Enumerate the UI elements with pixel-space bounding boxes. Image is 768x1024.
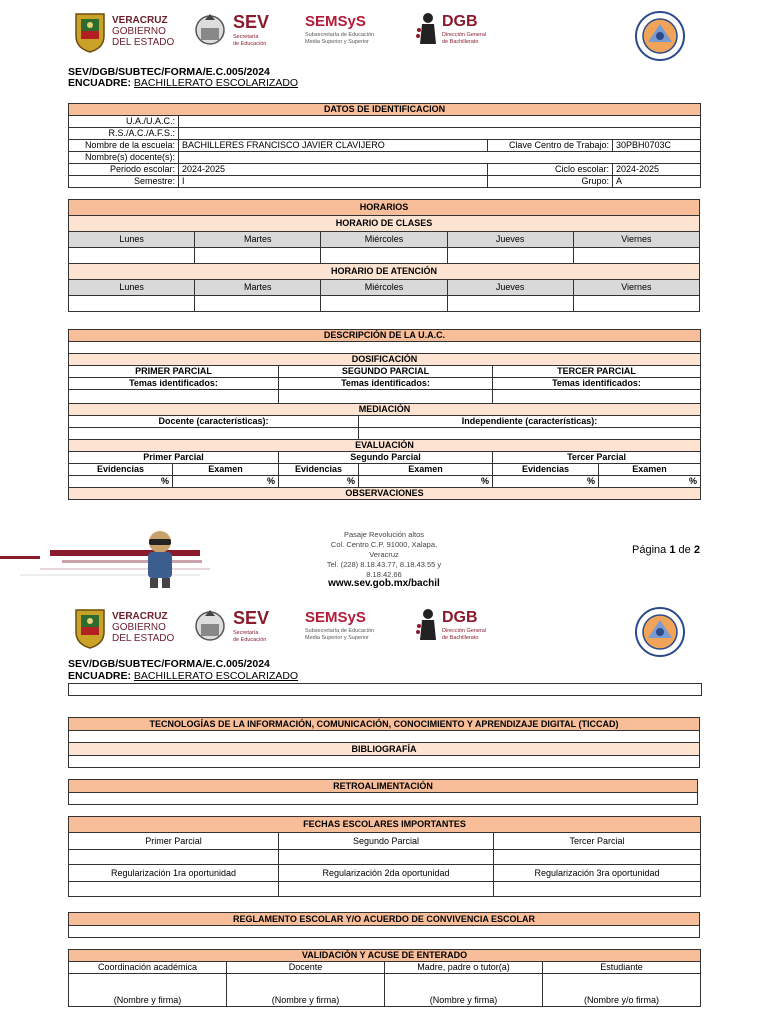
regularizacion-cell[interactable] [69,882,279,897]
atencion-cell[interactable] [195,296,321,312]
docente-caracteristicas: Docente (características): [69,416,359,428]
horarios-title: HORARIOS [69,200,700,216]
sev-name: SEV [233,12,270,32]
semsys-logo [305,606,405,656]
temas-primer: Temas identificados: [69,378,279,390]
temas-tercer-value[interactable] [493,390,701,404]
atencion-day-lunes: Lunes [69,280,195,296]
pct-cell[interactable]: % [359,476,493,488]
atencion-cell[interactable] [447,296,573,312]
semestre-value[interactable]: I [179,176,488,188]
evidencias-label: Evidencias [69,464,173,476]
ticcad-value[interactable] [69,731,700,743]
rs-value[interactable] [179,128,701,140]
clases-cell[interactable] [447,248,573,264]
atencion-cell[interactable] [321,296,447,312]
primer-parcial-header: PRIMER PARCIAL [69,366,279,378]
evidencias-label: Evidencias [493,464,599,476]
page-footer [0,528,768,598]
examen-label: Examen [359,464,493,476]
semsys-logo [305,10,405,60]
semsys-sub: Subsecretaría de Educación Media Superior y Superior [305,32,375,45]
horarios-table [68,199,700,312]
reglamento-title: REGLAMENTO ESCOLAR Y/O ACUERDO DE CONVIVENCIA ESCOLAR [69,913,700,926]
ticcad-table [68,717,700,768]
page-number: Página 1 de 2 [632,544,700,556]
encuadre: ENCUADRE: BACHILLERATO ESCOLARIZADO [68,77,299,89]
atencion-day-jueves: Jueves [447,280,573,296]
dgb-sub: Dirección General de Bachillerato [442,32,487,45]
firma-estudiante[interactable]: (Nombre y/o firma) [543,974,701,1007]
periodo-value[interactable]: 2024-2025 [179,164,488,176]
retro-title: RETROALIMENTACIÓN [69,780,698,793]
validacion-title: VALIDACIÓN Y ACUSE DE ENTERADO [69,950,701,962]
clases-day-jueves: Jueves [447,232,573,248]
sev-logo [193,10,293,60]
veracruz-shield-icon [72,10,108,54]
clases-day-viernes: Viernes [573,232,699,248]
decorative-stripes-icon [0,538,240,588]
semsys-sub: Subsecretaría de Educación Media Superior y Superior [305,628,375,641]
dosificacion-title: DOSIFICACIÓN [69,354,701,366]
examen-label: Examen [599,464,701,476]
regularizacion-1: Regularización 1ra oportunidad [69,865,279,882]
veracruz-line2: GOBIERNO [112,622,166,633]
reglamento-value[interactable] [69,926,700,938]
clases-day-martes: Martes [195,232,321,248]
mediacion-title: MEDIACIÓN [69,404,701,416]
veracruz-logo [72,606,182,656]
firmante-estudiante: Estudiante [543,962,701,974]
veracruz-line1: VERACRUZ [112,611,168,622]
clave-value[interactable]: 30PBH0703C [613,140,701,152]
fecha-primer-parcial: Primer Parcial [69,833,279,850]
clases-cell[interactable] [195,248,321,264]
temas-primer-value[interactable] [69,390,279,404]
veracruz-line1: VERACRUZ [112,15,168,26]
dgb-figure-icon [414,606,440,646]
reglamento-table [68,912,700,938]
regularizacion-cell[interactable] [494,882,701,897]
fecha-cell[interactable] [494,850,701,865]
escuela-value[interactable]: BACHILLERES FRANCISCO JAVIER CLAVIJERO [179,140,488,152]
dgb-sub: Dirección General de Bachillerato [442,628,487,641]
encuadre: ENCUADRE: BACHILLERATO ESCOLARIZADO [68,670,299,682]
atencion-day-martes: Martes [195,280,321,296]
escuela-label: Nombre de la escuela: [69,140,179,152]
veracruz-line3: DEL ESTADO [112,37,175,48]
eval-segundo-header: Segundo Parcial [279,452,493,464]
periodo-label: Periodo escolar: [69,164,179,176]
docentes-value[interactable] [179,152,701,164]
form-code: SEV/DGB/SUBTEC/FORMA/E.C.005/2024 [68,66,270,78]
dgb-figure-icon [414,10,440,50]
examen-label: Examen [173,464,279,476]
docentes-label: Nombre(s) docente(s): [69,152,179,164]
ciclo-label: Ciclo escolar: [488,164,613,176]
mascot-icon [136,528,184,590]
atencion-day-viernes: Viernes [573,280,699,296]
temas-segundo-value[interactable] [279,390,493,404]
fecha-cell[interactable] [69,850,279,865]
uac-label: U.A./U.A.C.: [69,116,179,128]
pct-cell[interactable]: % [599,476,701,488]
sev-name: SEV [233,608,270,628]
logo-bar [0,10,768,70]
clases-cell[interactable] [69,248,195,264]
validacion-table [68,949,701,1007]
firma-docente[interactable]: (Nombre y firma) [227,974,385,1007]
evidencias-label: Evidencias [279,464,359,476]
independiente-caracteristicas: Independiente (características): [359,416,701,428]
segundo-parcial-header: SEGUNDO PARCIAL [279,366,493,378]
form-code: SEV/DGB/SUBTEC/FORMA/E.C.005/2024 [68,658,270,670]
clases-cell[interactable] [321,248,447,264]
footer-address: Pasaje Revolución altos Col. Centro C.P. 91000, Xalapa, Veracruz Tel. (228) 8.18.43.77, 8.18.43.55 y 8.18.42.66 [326,530,442,579]
firmante-docente: Docente [227,962,385,974]
sev-emblem-icon [193,10,227,54]
fecha-segundo-parcial: Segundo Parcial [279,833,494,850]
veracruz-line2: GOBIERNO [112,26,166,37]
grupo-label: Grupo: [488,176,613,188]
bibliografia-title: BIBLIOGRAFÍA [69,743,700,756]
retro-value[interactable] [69,793,698,805]
descripcion-value[interactable] [69,342,701,354]
firma-tutor[interactable]: (Nombre y firma) [385,974,543,1007]
eval-primer-header: Primer Parcial [69,452,279,464]
uac-value[interactable] [179,116,701,128]
identificacion-title: DATOS DE IDENTIFICACION [69,104,701,116]
sev-emblem-icon [193,606,227,650]
dgb-name: DGB [442,609,478,626]
clases-title: HORARIO DE CLASES [69,216,700,232]
school-seal [634,10,686,62]
firmante-coordinacion: Coordinación académica [69,962,227,974]
grupo-value[interactable]: A [613,176,701,188]
pct-cell[interactable]: % [493,476,599,488]
temas-segundo: Temas identificados: [279,378,493,390]
continuation-cell[interactable] [69,684,702,696]
firma-coordinacion[interactable]: (Nombre y firma) [69,974,227,1007]
school-seal-icon [634,606,686,658]
regularizacion-3: Regularización 3ra oportunidad [494,865,701,882]
veracruz-line3: DEL ESTADO [112,633,175,644]
ticcad-title: TECNOLOGÍAS DE LA INFORMACIÓN, COMUNICACIÓN, CONOCIMIENTO Y APRENDIZAJE DIGITAL (TICCAD) [69,718,700,731]
pct-cell[interactable]: % [69,476,173,488]
footer-website[interactable]: www.sev.gob.mx/bachil [328,578,440,589]
regularizacion-2: Regularización 2da oportunidad [279,865,494,882]
dgb-logo [414,606,504,656]
school-seal [634,606,686,658]
descripcion-title: DESCRIPCIÓN DE LA U.A.C. [69,330,701,342]
sev-sub: Secretaría de Educación [233,34,267,47]
bibliografia-value[interactable] [69,756,700,768]
fecha-tercer-parcial: Tercer Parcial [494,833,701,850]
veracruz-shield-icon [72,606,108,650]
descripcion-table [68,329,701,500]
evaluacion-title: EVALUACIÓN [69,440,701,452]
clave-label: Clave Centro de Trabajo: [488,140,613,152]
semsys-name: SEMSyS [305,609,366,626]
docente-value[interactable] [69,428,359,440]
pct-cell[interactable]: % [173,476,279,488]
atencion-cell[interactable] [573,296,699,312]
atencion-day-miercoles: Miércoles [321,280,447,296]
semsys-name: SEMSyS [305,13,366,30]
semestre-label: Semestre: [69,176,179,188]
rs-label: R.S./A.C./A.F.S.: [69,128,179,140]
ciclo-value[interactable]: 2024-2025 [613,164,701,176]
retro-table [68,779,698,805]
sev-sub: Secretaría de Educación [233,630,267,643]
eval-tercer-header: Tercer Parcial [493,452,701,464]
continuation-table [68,683,702,696]
clases-cell[interactable] [573,248,699,264]
temas-tercer: Temas identificados: [493,378,701,390]
clases-day-lunes: Lunes [69,232,195,248]
sev-logo [193,606,293,656]
fechas-title: FECHAS ESCOLARES IMPORTANTES [69,817,701,833]
clases-day-miercoles: Miércoles [321,232,447,248]
identificacion-table [68,103,701,188]
observaciones-title: OBSERVACIONES [69,488,701,500]
fechas-table [68,816,701,897]
logo-bar [0,606,768,666]
dgb-logo [414,10,504,60]
fecha-cell[interactable] [279,850,494,865]
dgb-name: DGB [442,13,478,30]
independiente-value[interactable] [359,428,701,440]
firmante-tutor: Madre, padre o tutor(a) [385,962,543,974]
pct-cell[interactable]: % [279,476,359,488]
tercer-parcial-header: TERCER PARCIAL [493,366,701,378]
school-seal-icon [634,10,686,62]
atencion-cell[interactable] [69,296,195,312]
regularizacion-cell[interactable] [279,882,494,897]
veracruz-logo [72,10,182,60]
atencion-title: HORARIO DE ATENCIÓN [69,264,700,280]
